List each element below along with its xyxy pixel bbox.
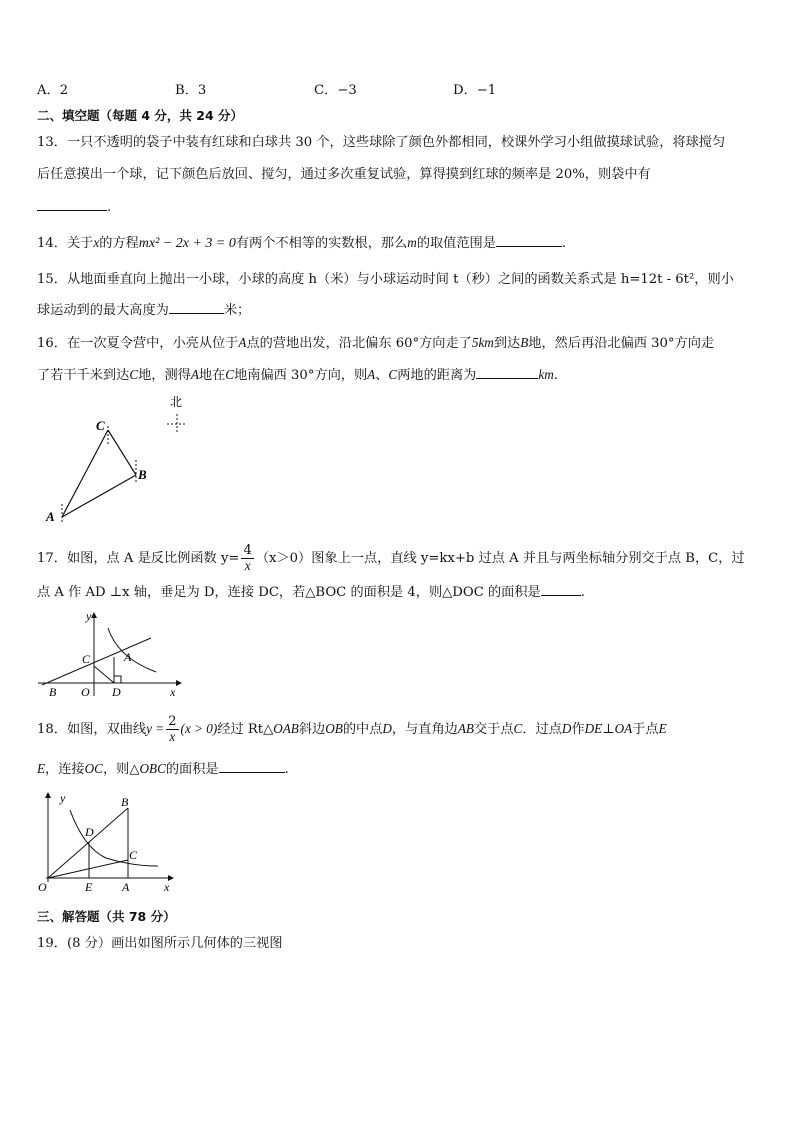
hyperbola-curve: [108, 628, 156, 672]
section2-heading: 二、填空题（每题 4 分，共 24 分）: [37, 108, 244, 123]
answer-blank[interactable]: [496, 233, 562, 247]
label-o: O: [38, 880, 47, 894]
segment-dc: [94, 666, 114, 683]
q13-line1: 13．一只不透明的袋子中装有红球和白球共 30 个，这些球除了颜色外都相同，校课外学习小组做摸球试验，将球搅匀: [37, 135, 726, 150]
y-axis-arrow-icon: [91, 612, 97, 618]
label-b: B: [121, 795, 129, 809]
right-angle-mark: [114, 676, 121, 683]
label-b: B: [138, 467, 147, 482]
q16-figure: [36, 390, 196, 525]
q17-figure: [36, 608, 186, 700]
label-x: x: [164, 880, 170, 894]
section3-heading: 三、解答题（共 78 分）: [37, 909, 176, 924]
label-x: x: [170, 685, 176, 699]
answer-blank[interactable]: [169, 300, 224, 314]
q18-line1: 18．如图，双曲线y = $\frac{2}{x}$ (x > 0)经过 Rt△OAB斜边OB的中点D，与直角边AB交于点C．过点D作DE⊥OA于点E: [37, 714, 667, 744]
choice-b: B．3: [175, 83, 207, 98]
choice-a: A．2: [37, 83, 69, 98]
label-c: C: [129, 848, 138, 862]
answer-blank[interactable]: [219, 759, 285, 773]
fraction-4-over-x: $\frac{4}{x}$: [243, 543, 252, 573]
label-d: D: [112, 685, 121, 699]
q15-line2: 球运动到的最大高度为 米；: [37, 300, 250, 320]
x-axis-arrow-icon: [176, 680, 182, 686]
q13-line2: 后任意摸出一个球，记下颜色后放回、搅匀，通过多次重复试验，算得摸到红球的频率是 20%，则袋中有: [37, 167, 651, 182]
label-y: y: [60, 791, 66, 805]
q14-line: 14．关于x的方程mx² − 2x + 3 = 0有两个不相等的实数根，那么m的取值范围是 .: [37, 235, 567, 251]
label-y: y: [86, 609, 92, 623]
hyperbola-curve: [70, 810, 158, 866]
q15-line1: 15．从地面垂直向上抛出一小球，小球的高度 h（米）与小球运动时间 t（秒）之间的函数关系式是 h=12t - 6t²，则小: [37, 272, 734, 287]
choice-c: C．−3: [314, 83, 357, 98]
q18-line2: E，连接OC，则△OBC的面积是 .: [37, 761, 289, 777]
segment-bc: [108, 430, 136, 475]
q19-line: 19．(8 分）画出如图所示几何体的三视图: [37, 936, 283, 951]
compass-north-label: 北: [170, 395, 183, 409]
segment-oc: [48, 860, 128, 878]
label-c: C: [96, 418, 105, 433]
q14-equation: mx² − 2x + 3 = 0: [138, 236, 236, 251]
q18-figure: [36, 790, 181, 895]
q17-line1: 17．如图，点 A 是反比例函数 y= $\frac{4}{x}$ （x＞0）图象上一点，直线 y=kx+b 过点 A 并且与两坐标轴分别交于点 B，C，过: [37, 543, 745, 573]
label-c: C: [82, 652, 91, 666]
label-d: D: [85, 825, 94, 839]
label-a: A: [124, 650, 132, 664]
label-e: E: [85, 880, 93, 894]
answer-blank[interactable]: [476, 365, 538, 379]
y-axis-arrow-icon: [45, 792, 51, 798]
q16-line1: 16．在一次夏令营中，小亮从位于A点的营地出发，沿北偏东 60°方向走了5km到达B地，然后再沿北偏西 30°方向走: [37, 335, 715, 351]
answer-blank[interactable]: [541, 582, 581, 596]
label-a: A: [122, 880, 130, 894]
label-a: A: [46, 509, 55, 524]
q13-line3: .: [37, 197, 111, 217]
answer-blank[interactable]: [37, 197, 107, 211]
label-b: B: [49, 685, 57, 699]
label-o: O: [81, 685, 90, 699]
fraction-2-over-x: $\frac{2}{x}$: [168, 714, 177, 744]
choice-d: D．−1: [453, 83, 497, 98]
q16-line2: 了若干千米到达C地，测得A地在C地南偏西 30°方向，则A、C两地的距离为 km.: [37, 367, 558, 383]
q17-line2: 点 A 作 AD ⊥x 轴，垂足为 D，连接 DC，若△BOC 的面积是 4，则△DOC 的面积是 .: [37, 582, 585, 602]
